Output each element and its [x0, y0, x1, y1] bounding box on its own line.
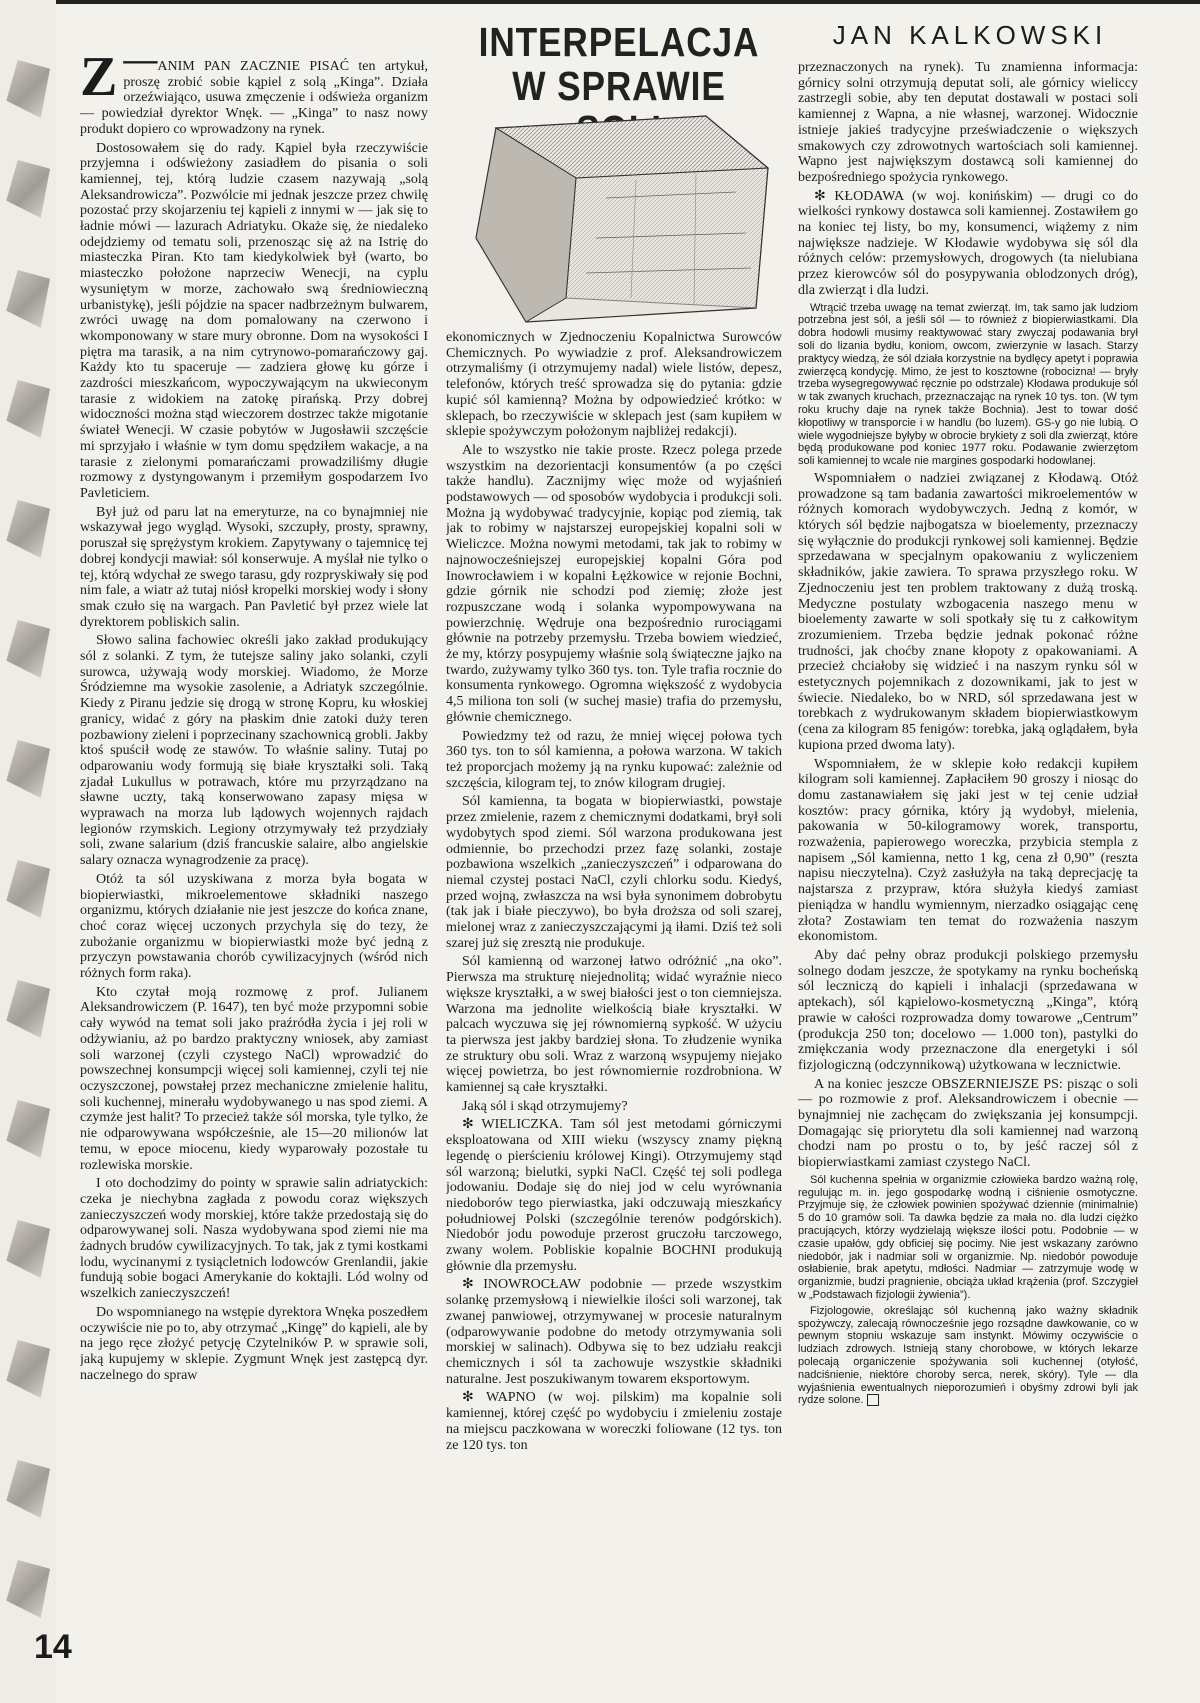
crystal-decoration: [4, 270, 50, 328]
salt-crystal-illustration: [456, 108, 782, 326]
decorative-border: [0, 0, 56, 1703]
headline-line-1: INTERPELACJA: [478, 19, 760, 65]
headline-line-2: W SPRAWIE: [512, 63, 726, 109]
crystal-decoration: [4, 380, 50, 438]
drop-cap: Z: [80, 52, 118, 108]
top-rule: [0, 0, 1200, 4]
crystal-decoration: [4, 1100, 50, 1158]
crystal-decoration: [4, 1220, 50, 1278]
crystal-decoration: [4, 740, 50, 798]
crystal-decoration: [4, 60, 50, 118]
column-1: — Z ANIM PAN ZACZNIE PISAĆ ten artykuł, proszę zrobić sobie kąpiel z solą „Kinga”. Działa orzeźwiająco, usuwa zmęczenie i odświeża organizm — powiedział dyrektor Wnęk. — „Kinga” to nasz nowy produkt dopiero co wprowadzony na rynek. Dostosowałem się do rady. Kąpiel była rzeczywiście przyjemna i odświeżony zasiadłem do pisania o soli kamiennej, tej, którą ludzie czasem nazywają „solą Aleksandrowicza”. Pozwólcie mi jednak jeszcze przez chwilę pozostać przy skojarzeniu tej kąpieli z innymi w — jak się to ładnie mówi — lazurach Adriatyku. Okaże się, że niedaleko odejdziemy od tematu soli, przenosząc się aż na Istrię do miasteczka Piran. Kto tam kiedykolwiek był (warto, bo miasteczko położone naprzeciw Wenecji, na cyplu wysuniętym w morze, zachowało swą średniowieczną urbanistykę), jeśli pójdzie na spacer nadbrzeżnym bulwarem, zwróci uwagę na dom pomalowany na czerwono i wkomponowany w stare mury obronne. Dom na wysokości I piętra ma tarasik, a na nim cytrynowo-pomarańczowy gaj. Każdy kto tu spaceruje — zadziera głowę ku górze i zazdrości mieszkańcom, wypoczywającym na ukwieconym tarasie z widokiem na zatokę pirańską. Przy dobrej widoczności można stąd wieczorem dostrzec także migotanie świateł Wenecji. W czasie pobytów w Jugosławii szczęście mi sprzyjało i właśnie w tym domu spędziłem wakacje, a na tarasie z zielonymi pomarańczami prowadziliśmy długie rozmowy z dystyngowanym i przemiłym gospodarzem Ivo Pavleticiem. Był już od paru lat na emeryturze, na co bynajmniej nie wskazywał jego wygląd. Wysoki, szczupły, prosty, sprawny, poruszał się sprężystym krokiem. Zapytywany o tajemnicę tej dobrej kondycji mawiał: sól konserwuje. A myślał nie tylko o tej, którą wdychał ze swego tarasu, gdy rozpryskiwały się pod nim fale, a wiatr aż tutaj niósł kropelki morskiej wody i słony smak czuło się na wargach. Pan Pavletić był przez wiele lat dyrektorem pobliskich salin. Słowo salina fachowiec określi jako zakład produkujący sól z solanki. Z tym, że tutejsze saliny jako solanki, czyli surowca, używają wody morskiej. Wiadomo, że Morze Śródziemne ma wysokie zasolenie, a Adriatyk szczególnie. Kiedy z Piranu jedzie się drogą w stronę Kopru, ku włoskiej granicy, widać z góry na płaskim dnie zatoki duży teren pozbawiony zieleni i poprzecinany szachownicą grobli. Jakby ktoś spuścił wodę ze stawów. To właśnie saliny. Tutaj po odparowaniu wody formują się białe kryształki soli. Taką zjadał Lukullus w potrawach, które mu przyrządzano na sławne uczty, taką konserwowano zapasy mięsa w wyprawach na morza lub lądowych wojennych rajdach legionów rzymskich. Legiony otrzymywały też przydziały soli, zwane salarium (dziś francuskie salaire, albo angielskie salary oznacza wynagrodzenie za pracę). Otóż ta sól uzyskiwana z morza była bogata w biopierwiastki, mikroelementowe składniki naszego organizmu, których działanie nie jest jeszcze do końca znane, choć coraz więcej uczonych przychyla się do tezy, że zubożanie organizmu w biopierwiastki może być jedną z przyczyn powstawania chorób cywilizacyjnych (wśród nich różnych form raka). Kto czytał moją rozmowę z prof. Julianem Aleksandrowiczem (P. 1647), ten być może przypomni sobie cały wywód na temat soli jako praźródła życia i jej roli w odżywianiu, aż po bardzo praktyczny wniosek, aby zamiast soli warzonej (czyli czystego NaCl) wprowadzić do powszechnej konsumpcji więcej soli kamiennej, czyli tej nie oczyszczonej, powstałej przez mechaniczne zmielenie halitu, soli kuchennej, minerału wydobywanego u nas spod ziemi. A czymże jest halit? To przecież także sól morska, tyle tylko, że nie odparowywana współcześnie, ale 15—20 milionów lat temu, w epoce miocenu, kiedy wyparowały pozostałe tu rozlewiska morskie. I oto dochodzimy do pointy w sprawie salin adriatyckich: czeka je niechybna zagłada z powodu coraz większych zanieczyszczeń wody morskiej, które także przedostają się do odparowywanej soli. Nasza wydobywana spod ziemi nie ma żadnych brudów cywilizacyjnych. To tak, jak z tymi kostkami lodu, wycinanymi z tysiącletnich lodowców Grenlandii, jakie fundują sobie bogaci Amerykanie do koktajli. Lód wolny od wszelkich zanieczyszczeń! Do wspomnianego na wstępie dyrektora Wnęka poszedłem oczywiście nie po to, aby otrzymać „Kingę” do kąpieli, ale by na jego ręce złożyć petycję Czytelników P. w sprawie soli, jaką kupujemy w sklepie. Zygmunt Wnęk jest zastępcą dyr. naczelnego do spraw: [80, 52, 428, 1383]
crystal-decoration: [4, 620, 50, 678]
crystal-decoration: [4, 980, 50, 1038]
crystal-decoration: [4, 1340, 50, 1398]
page-number: 14: [34, 1628, 72, 1666]
crystal-decoration: [4, 1560, 50, 1618]
article-end-mark: [867, 1394, 879, 1406]
crystal-decoration: [4, 1460, 50, 1518]
crystal-decoration: [4, 860, 50, 918]
column-3: przeznaczonych na rynek). Tu znamienna informacja: górnicy solni otrzymują deputat soli, ale górnicy wieliccy zastrzegli sobie, aby ten deputat dostawali w postaci soli kamiennej z Wapna, a nie własnej, warzonej. Widocznie istnieje jakieś tradycyjne przeświadczenie o większych smakowych czy zdrowotnych wartościach soli kamiennej. Wapno jest największym dostawcą soli kamiennej do bezpośredniego spożycia rynkowego. ✻ KŁODAWA (w woj. konińskim) — drugi co do wielkości rynkowy dostawca soli kamiennej. Zostawiłem go na koniec tej listy, bo my, konsumenci, wiążemy z nim największe nadzieje. W Kłodawie wydobywa się sól dla różnych celów: przemysłowych, drogowych (ta nielubiana przez kierowców sól do posypywania oblodzonych dróg), dla zwierząt i dla ludzi. Wtrącić trzeba uwagę na temat zwierząt. Im, tak samo jak ludziom potrzebna jest sól, a jeśli sól — to również z biopierwiastkami. Dla dobra hodowli musimy reaktywować stary zwyczaj podawania brył soli do lizania bydłu, koniom, owcom, zwierzynie w lasach. Starzy praktycy wiedzą, że sól działa korzystnie na bydlęcy apetyt i poprawia zwierzęcą kondycję. Mimo, że jest to kosztowne (robocizna! — bryły trzeba wysegregowywać ręcznie po odstrzale) Kłodawa produkuje sól w tak zwanych kruchach, przeznaczając na rynek 10 tys. ton. (W tym roku kruchy daje na rynek także Bochnia). Jest to towar dość kłopotliwy w transporcie i w handlu (bo luzem). GS-y go nie lubią. O wiele wygodniejsze byłyby w obrocie brykiety z soli dla zwierząt, które będą produkowane pod koniec 1977 roku. Podawanie zwierzętom soli kamiennej to wcale nie margines gospodarki hodowlanej. Wspomniałem o nadziei związanej z Kłodawą. Otóż prowadzone są tam badania zawartości mikroelementów w różnych komorach wydobywczych. Jedną z komór, w których sól będzie najbogatsza w bioelementy, przeznaczy się wyłącznie do produkcji rynkowej soli kamiennej. Będzie sprzedawana w specjalnym opakowaniu z wyliczeniem składników, jakie zawiera. To sprawa przyszłego roku. W Zjednoczeniu jest ten problem traktowany z dużą troską. Medyczne postulaty wzbogacenia naszego menu w bioelementy zawarte w soli spotkały się tu z całkowitym zrozumieniem. Trzeba będzie jednak pokonać różne trudności, jak choćby znane kłopoty z opakowaniami. A przecież chciałoby się widzieć i na naszym rynku sól w estetycznych pojemnikach z dozownikami, jak to jest w świecie. Niedaleko, bo w NRD, sól sprzedawana jest w torebkach z wydrukowanym składem biopierwiastkowym (cena za kilogram 85 fenigów: torebka, jaką oglądałem, była kupiona przed dwoma laty). Wspomniałem, że w sklepie koło redakcji kupiłem kilogram soli kamiennej. Zapłaciłem 90 groszy i niosąc do domu zastanawiałem się jaki jest w tej cenie udział kosztów: pracy górnika, który ją wydobył, mielenia, pakowania w 50-kilogramowy worek, transportu, rozważenia, papierowego woreczka, przybicia stempla z napisem „Sól kamienna, netto 1 kg, cena zł 0,90” (reszta napisu nieczytelna). Czyż zasłużyła na taką deprecjację ta najstarsza z przypraw, która służyła kiedyś zamiast pieniądza w handlu wymiennym, nierzadko osiągając cenę złota? Zostawiam ten temat do rozważenia naszym ekonomistom. Aby dać pełny obraz produkcji polskiego przemysłu solnego dodam jeszcze, że spotykamy na rynku bocheńską sól leczniczą do kąpieli i inhalacji (sprzedawana w aptekach), sól kąpielowo-kosmetyczną „Kinga”, którą prawie w całości rozprowadza domy towarowe „Centrum” (produkcja 250 ton; docelowo — 1.000 ton), pastylki do zmiękczania wody przeznaczone dla energetyki i sól fizjologiczną (odczynnikową) użytkowana w lecznictwie. A na koniec jeszcze OBSZERNIEJSZE PS: pisząc o soli — po rozmowie z prof. Aleksandrowiczem i obecnie — bynajmniej nie zachęcam do zwiększania jej konsumpcji. Domagając się priorytetu dla soli kamiennej nad warzoną chodzi nam po prostu o to, by jeść raczej sól z biopierwiastkami zamiast czystego NaCl. Sól kuchenna spełnia w organizmie człowieka bardzo ważną rolę, regulując m. in. jego gospodarkę wodną i ciśnienie osmotyczne. Przyjmuje się, że człowiek powinien spożywać dziennie (minimalnie) 5 do 10 gramów soli. Ta dawka będzie za mała no. dla ludzi ciężko pracujących, którzy wydzielają większe ilości potu. Podobnie — w czasie upałów, gdy obficiej się pocimy. Nie jest wskazany zarówno niedobór, jak i nadmiar soli w organizmie. Np. niedobór powoduje osłabienie, brak apetytu, mdłości. Nadmiar — zatrzymuje wodę w organizmie, budzi pragnienie, obciąża układ krążenia (prof. Szczygieł w „Podstawach fizjologii żywienia”). Fizjologowie, określając sól kuchenną jako ważny składnik spożywczy, zalecają równocześnie jego rozsądne dawkowanie, co w pewnym stopniu wskazuje sam instynkt. Mówimy oczywiście o ludziach zdrowych. Istnieją stany chorobowe, w których lekarze polecają organiczenie spożywania soli kuchennej (otyłość, nadciśnienie, niektóre choroby serca, nerek, skóry). Tyle — dla wyjaśnienia ewentualnych nieporozumień i obyśmy zdrowi byli jak rydze solone.: [798, 60, 1138, 1407]
column-2: ekonomicznych w Zjednoczeniu Kopalnictwa Surowców Chemicznych. Po wywiadzie z prof. Aleksandrowiczem otrzymaliśmy (i otrzymujemy nadal) wiele listów, depesz, telefonów, których treść sprowadza się do pytania: gdzie kupić sól kamienną? Można by odpowiedzieć krótko: w sklepach, bo rzeczywiście w sklepach jest (sam kupiłem w sklepie spożywczym położonym najbliżej redakcji). Ale to wszystko nie takie proste. Rzecz polega przede wszystkim na dezorientacji konsumentów (a po części także handlu). Zacznijmy więc może od wyjaśnień podstawowych — od sposobów wydobycia i produkcji soli. Można ją wydobywać tradycyjnie, kopiąc pod ziemią, tak jak to robimy w najstarszej europejskiej kopalni soli w Wieliczce. Można nowymi metodami, tak jak to robimy w najnowocześniejszej europejskiej kopalni Góra pod Inowrocławiem i w kopalni Łężkowice w rejonie Bochni, gdzie górnik nie schodzi pod ziemię; złoże jest rozpuszczane wodą i solanka wypompowywana na powierzchnię. Wędruje ona bezpośrednio rurociągami głównie na potrzeby przemysłu. Trzeba bowiem wiedzieć, że my, którzy posypujemy właśnie solą świąteczne jajko na twardo, zużywamy tylko 360 tys. ton. Tyle trafia rocznie do konsumenta rynkowego. Ogromna większość z wydobycia 4,5 miliona ton soli (w suchej masie) trafia do przemysłu, głównie chemicznego. Powiedzmy też od razu, że mniej więcej połowa tych 360 tys. ton to sól kamienna, a połowa warzona. W takich też proporcjach możemy ją na rynku kupować: zależnie od szczęścia, kilogram tej, to znów kilogram drugiej. Sól kamienna, ta bogata w biopierwiastki, powstaje przez zmielenie, razem z chemicznymi dodatkami, brył soli wydobytych spod ziemi. Sól warzona produkowana jest odmiennie, bo przechodzi przez fazę solanki, zostaje pozbawiona wszelkich „zanieczyszczeń” i odparowana do niemal czystej postaci NaCl, czyli chlorku sodu. Kiedyś, przed wojną, zwłaszcza na wsi była synonimem dobrobytu (tak jak i białe pieczywo), bo była droższa od soli szarej, mielonej wraz z zanieczyszczającymi ją iłami. Dziś też soli szarej już się zresztą nie produkuje. Sól kamienną od warzonej łatwo odróżnić „na oko”. Pierwsza ma strukturę niejednolitą; widać wyraźnie nieco większe kryształki, a w swej białości jest o ton ciemniejsza. Warzona ma jednolite wielkością białe kryształki. W palcach wyczuwa się jej równomierną sypkość. W użyciu ta pierwsza jest jakby bardziej słona. To złudzenie wynika ze struktury obu soli. Wraz z warzoną wsypujemy niejako więcej powietrza, bo jest równomiernie rozdrobniona. W kamiennej są całe kryształki. Jaką sól i skąd otrzymujemy? ✻ WIELICZKA. Tam sól jest metodami górniczymi eksploatowana od XIII wieku (wszyscy znamy piękną legendę o pierścieniu królowej Kingi). Otrzymujemy stąd sól warzoną; bielutki, sypki NaCl. Część tej soli podlega jodowaniu. Dodaje się do niej jod w celu wyrównania niedoborów tego pierwiastka, jaki odczuwają mieszkańcy południowej Polski (szczególnie terenów podgórskich). Niedobór jodu powoduje przerost gruczołu tarczowego, zwany wolem. Pobliskie kopalnie BOCHNI produkują głównie dla przemysłu. ✻ INOWROCŁAW podobnie — przede wszystkim solankę przemysłową i niewielkie ilości soli warzonej, tak zwanej panwiowej, otrzymywanej w procesie naturalnym (odparowywanie podobne do metody otrzymywania soli morskiej w salinach). Odbywa się to bez udziału reakcji chemicznych i sól ta zachowuje wszystkie składniki naturalne. Jest poszukiwanym towarem eksportowym. ✻ WAPNO (w woj. pilskim) ma kopalnie soli kamiennej, której część po wydobyciu i zmieleniu zostaje na miejscu paczkowana w woreczki foliowane (12 tys. ton ze 120 tys. ton: [446, 330, 782, 1453]
crystal-decoration: [4, 500, 50, 558]
author-name: JAN KALKOWSKI: [832, 20, 1108, 50]
crystal-decoration: [4, 160, 50, 218]
